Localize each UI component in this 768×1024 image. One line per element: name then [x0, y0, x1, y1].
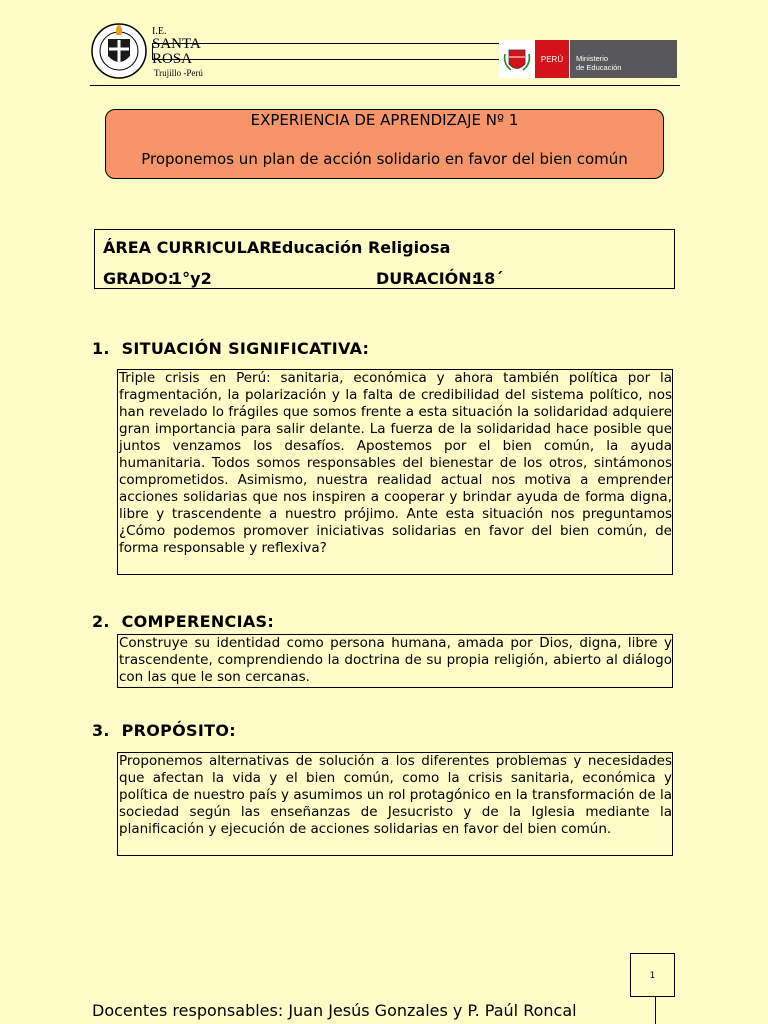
purpose-text-box: Proponemos alternativas de solución a los diferentes problemas y necesidades que afectan la vida y el bien común, como la crisis sanitaria, económica y política de nuestro país y asumimos un rol protagónico en la transformación de la sociedad según las enseñanzas de Jesucristo y de la Iglesia mediante la planificación y ejecución de acciones solidarias en favor del bien común.	[117, 752, 673, 856]
section-number: 2.	[92, 612, 110, 631]
section-heading-competencies	[92, 612, 274, 631]
section-number: 3.	[92, 721, 110, 740]
duration-value: 18´	[473, 269, 504, 288]
grade-value: 1°y2	[171, 269, 212, 288]
title-box	[105, 109, 664, 179]
experience-subtitle: Proponemos un plan de acción solidario en favor del bien común	[141, 150, 628, 168]
section-title: COMPERENCIAS:	[121, 612, 275, 631]
ministry-logo	[499, 40, 677, 78]
section-heading-purpose	[92, 721, 236, 740]
page-number: 1	[630, 953, 675, 997]
page-number-stem	[655, 997, 656, 1024]
section-heading-situation	[92, 339, 369, 358]
school-name	[152, 37, 201, 67]
torch-icon	[116, 25, 122, 35]
peru-shield-icon	[499, 40, 535, 78]
peru-label: PERÚ	[535, 40, 569, 78]
school-name-line2: ROSA	[152, 51, 193, 67]
ministry-line2: de Educación	[576, 63, 622, 72]
area-label: ÁREA CURRICULAR:	[103, 238, 278, 257]
duration-label: DURACIÓN:	[376, 269, 479, 288]
info-box	[94, 229, 675, 289]
grade-label: GRADO:	[103, 269, 175, 288]
section-number: 1.	[92, 339, 110, 358]
header-rule	[90, 85, 680, 86]
school-name-line1: SANTA	[152, 36, 201, 52]
ministry-name	[569, 40, 677, 78]
section-title: SITUACIÓN SIGNIFICATIVA:	[121, 339, 370, 358]
competencies-text-box: Construye su identidad como persona humana, amada por Dios, digna, libre y trascendente, comprendiendo la doctrina de su propia religión, abierto al diálogo con las que le son cercanas.	[117, 634, 673, 688]
teachers-line: Docentes responsables: Juan Jesús Gonzales y P. Paúl Roncal	[92, 1001, 577, 1020]
experience-title: EXPERIENCIA DE APRENDIZAJE Nº 1	[250, 111, 519, 129]
area-value: Educación Religiosa	[271, 238, 451, 257]
school-ie: I.E.	[152, 26, 167, 37]
school-city: Trujillo -Perú	[154, 68, 203, 78]
ministry-line1: Ministerio	[576, 54, 609, 63]
situation-text-box: Triple crisis en Perú: sanitaria, económica y ahora también política por la fragmentación, la polarización y la falta de credibilidad del sistema político, nos han revelado lo frágiles que somos frente a esta situación la solidaridad adquiere gran importancia para salir delante. La fuerza de la solidaridad hace posible que juntos venzamos los desafíos. Apostemos por el bien común, la ayuda humanitaria. Todos somos responsables del bienestar de los otros, sintámonos comprometidos. Asimismo, nuestra realidad actual nos motiva a emprender acciones solidarias que nos inspiren a cooperar y brindar ayuda de forma digna, libre y trascendente a nuestro prójimo. Ante esta situación nos preguntamos ¿Cómo podemos promover iniciativas solidarias en favor del bien común, de forma responsable y reflexiva?	[117, 369, 673, 575]
section-title: PROPÓSITO:	[121, 721, 236, 740]
